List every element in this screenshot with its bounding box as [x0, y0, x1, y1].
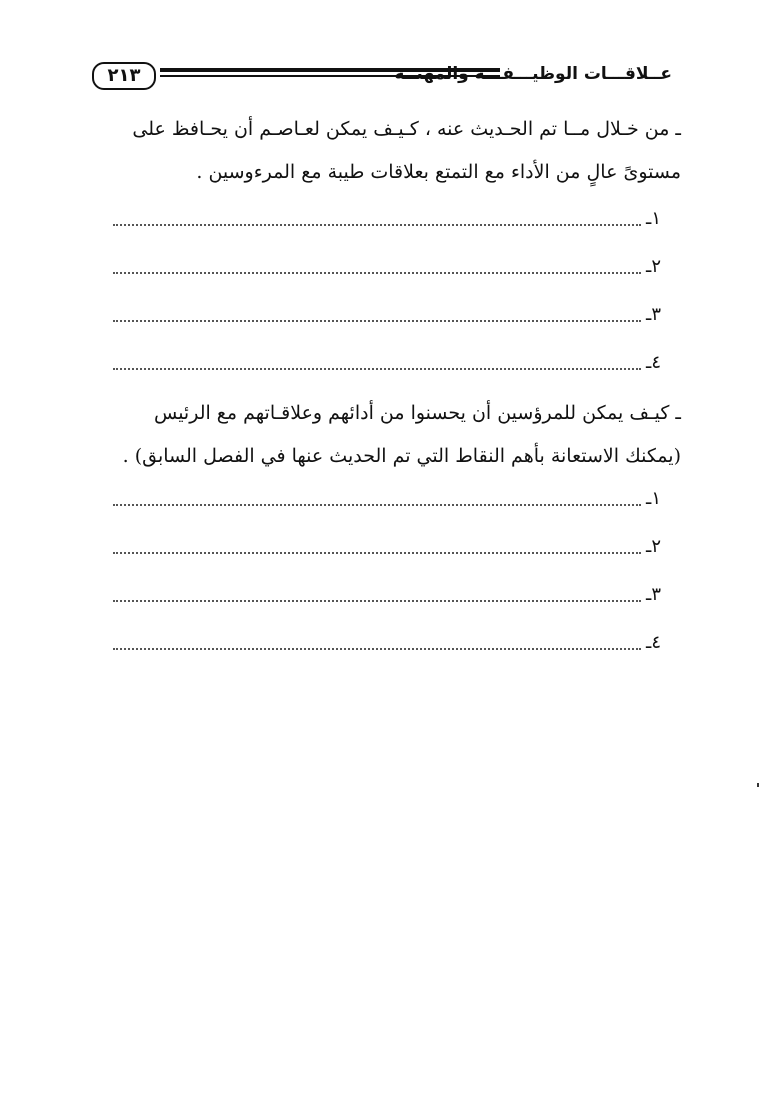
- question-1-line-2: مستوىً عالٍ من الأداء مع التمتع بعلاقات طيبة مع المرءوسين .: [196, 161, 681, 183]
- answer-number: ٣ـ: [646, 584, 661, 605]
- page-number: ٢١٣: [92, 62, 156, 90]
- answer-line-1-3: [113, 302, 661, 328]
- answer-line-1-4: [113, 350, 661, 376]
- answer-line-2-1: [113, 486, 661, 512]
- running-title: عــلاقـــات الوظيـــفـــة والمهنــة: [394, 64, 672, 84]
- question-1-line-1: ـ من خـلال مــا تم الحـديث عنه ، كـيـف يمكن لعـاصـم أن يحـافظ على: [132, 118, 681, 140]
- page-header: [92, 58, 672, 94]
- dotted-line: [113, 552, 641, 554]
- answer-number: ٤ـ: [646, 632, 661, 653]
- dotted-line: [113, 320, 641, 322]
- answer-line-1-1: [113, 206, 661, 232]
- dotted-line: [113, 272, 641, 274]
- answer-number: ٢ـ: [646, 256, 661, 277]
- answer-number: ٢ـ: [646, 536, 661, 557]
- answer-line-1-2: [113, 254, 661, 280]
- answer-line-2-4: [113, 630, 661, 656]
- question-2-line-1: ـ كيـف يمكن للمرؤسين أن يحسنوا من أدائهم وعلاقـاتهم مع الرئيس: [153, 402, 681, 424]
- question-2-line-2: (يمكنك الاستعانة بأهم النقاط التي تم الحديث عنها في الفصل السابق) .: [122, 445, 681, 467]
- answer-number: ٣ـ: [646, 304, 661, 325]
- answer-number: ١ـ: [646, 488, 661, 509]
- scan-speck: [757, 783, 759, 787]
- question-2: [81, 392, 681, 478]
- dotted-line: [113, 600, 641, 602]
- answer-number: ٤ـ: [646, 352, 661, 373]
- dotted-line: [113, 648, 641, 650]
- dotted-line: [113, 504, 641, 506]
- answer-line-2-2: [113, 534, 661, 560]
- dotted-line: [113, 368, 641, 370]
- question-1: [81, 108, 681, 194]
- dotted-line: [113, 224, 641, 226]
- answer-number: ١ـ: [646, 208, 661, 229]
- answer-line-2-3: [113, 582, 661, 608]
